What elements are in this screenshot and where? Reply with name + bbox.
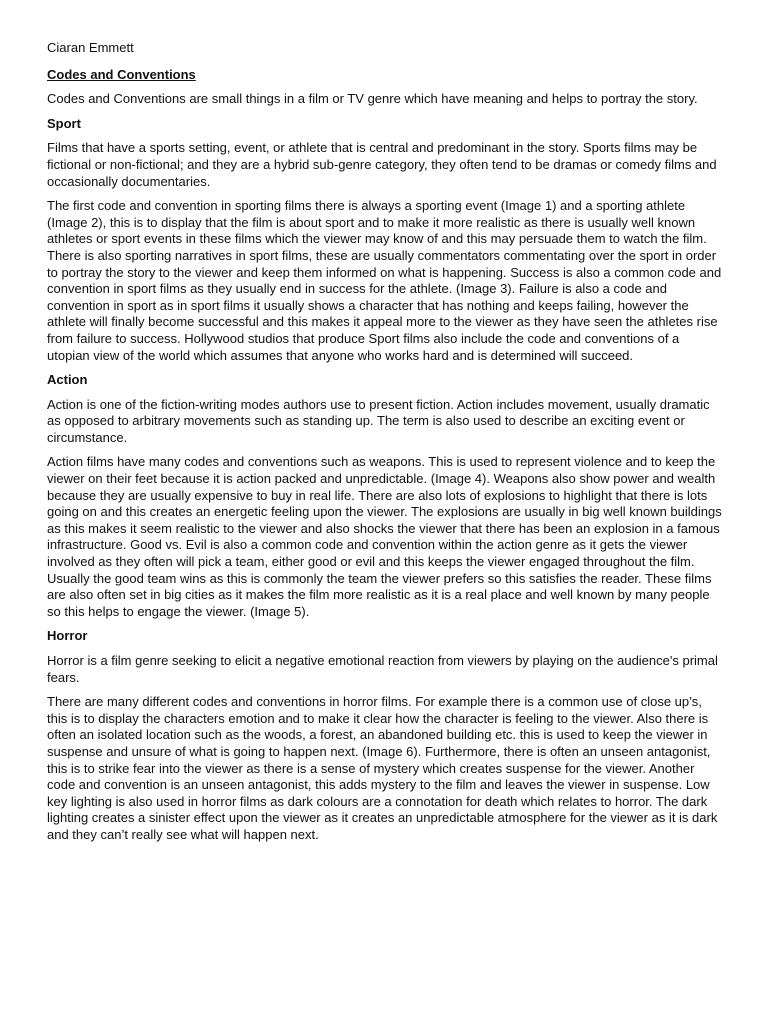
action-paragraph-1: Action is one of the fiction-writing modes authors use to present fiction. Action includes movement, usually dramatic as opposed to arbitrary movements such as standing up. The term is also used to describe an exciting event or circumstance.: [47, 396, 710, 445]
section-heading-sport: Sport: [47, 115, 81, 131]
document-title: Codes and Conventions: [47, 66, 196, 82]
section-heading-horror: Horror: [47, 628, 88, 644]
horror-paragraph-1: Horror is a film genre seeking to elicit a negative emotional reaction from viewers by playing on the audience's primal fears.: [47, 653, 718, 685]
sport-paragraph-2: The first code and convention in sporting films there is always a sporting event (Image 1) and a sporting athlete (Image 2), this is to display that the film is about sport and to make it more realistic as there is usually well known athletes or sport events in these films which the viewer may know of and this may persuade them to watch the film. There is also sporting narratives in sport films, these are usually commentators commentating over the sport in order to portray the story to the viewer and keep them informed on what is happening. Success is also a common code and convention in sport films as they usually end in success for the athlete. (Image 3). Failure is also a code and convention in sport as in sport films it usually shows a character that has nothing and keeps failing, however the athlete will finally become successful and this makes it appeal more to the viewer as they have seen the athletes rise from failure to success. Hollywood studios that produce Sport films also include the code and conventions of a utopian view of the world which assumes that anyone who works hard and is determined will succeed.: [47, 198, 722, 363]
sport-paragraph-1: Films that have a sports setting, event, or athlete that is central and predominant in the story. Sports films may be fictional or non-fictional; and they are a hybrid sub-genre category, they often tend to be dramas or comedy films and occasionally documentaries.: [47, 140, 717, 189]
intro-paragraph: Codes and Conventions are small things in a film or TV genre which have meaning and helps to portray the story.: [47, 91, 698, 107]
action-paragraph-2: Action films have many codes and conventions such as weapons. This is used to represent violence and to keep the viewer on their feet because it is action packed and unpredictable. (Image 4). Weapons also show power and wealth because they are usually expensive to buy in real life. There are also lots of explosions to highlight that there is lots going on and this creates an energetic feeling upon the viewer. The explosions are usually in big well known buildings as this makes it seem realistic to the viewer and also shocks the viewer that there has been an explosion in a famous infrastructure. Good vs. Evil is also a common code and convention within the action genre as it gets the viewer involved as they often will pick a team, either good or evil and this keeps the viewer engaged throughout the film. Usually the good team wins as this is commonly the team the viewer prefers so this satisfies the reader. These films are also often set in big cities as it makes the film more realistic as it is a real place and well known by many people so this helps to engage the viewer. (Image 5).: [47, 454, 722, 619]
section-heading-action: Action: [47, 372, 88, 388]
author-name: Ciaran Emmett: [47, 40, 134, 55]
horror-paragraph-2: There are many different codes and conventions in horror films. For example there is a common use of close up’s, this is to display the characters emotion and to make it clear how the character is feeling to the viewer. Also there is often an isolated location such as the woods, a forest, an abandoned building etc. this is used to keep the viewer in suspense and unsure of what is going to happen next. (Image 6). Furthermore, there is often an unseen antagonist, this is to strike fear into the viewer as there is a sense of mystery which creates suspense for the viewer. Another code and convention is an unseen antagonist, this adds mystery to the film and leaves the viewer in suspense. Low key lighting is also used in horror films as dark colours are a connotation for death which relates to horror. The dark lighting creates a sinister effect upon the viewer as it creates an unpredictable atmosphere for the viewer as it is dark and they can’t really see what will happen next.: [47, 694, 718, 842]
